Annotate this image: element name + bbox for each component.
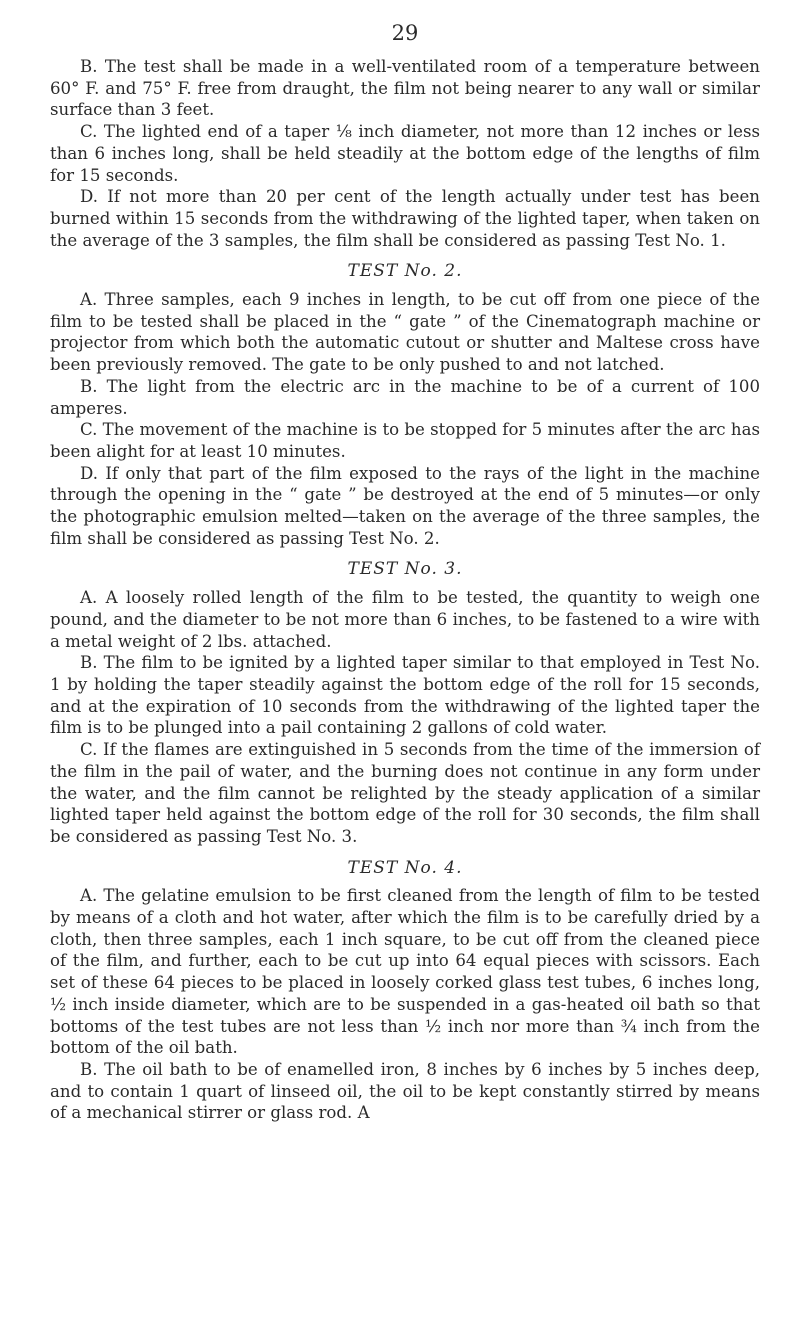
paragraph-test2-b: B. The light from the electric arc in the machine to be of a current of 100 amperes. <box>50 376 760 418</box>
paragraph-test4-b: B. The oil bath to be of enamelled iron, 8 inches by 6 inches by 5 inches deep, and to contain 1 quart of linseed oil, the oil to be kept constantly stirred by means of a mechanical stirrer or glass rod. A <box>50 1059 760 1123</box>
heading-test-3: TEST No. 3. <box>347 559 463 580</box>
paragraph-test3-b: B. The film to be ignited by a lighted taper similar to that employed in Test No. 1 by holding the taper steadily against the bottom edge of the roll for 15 seconds, and at the expiration of 10 seconds from the withdrawing of the lighted taper the film is to be plunged into a pail containing 2 gallons of cold water. <box>50 653 760 738</box>
paragraph-test1-c: C. The lighted end of a taper ⅛ inch diameter, not more than 12 inches or less than 6 inches long, shall be held steadily at the bottom edge of the lengths of film for 15 seconds. <box>50 122 760 185</box>
paragraph-test1-d: D. If not more than 20 per cent of the length actually under test has been burned within 15 seconds from the withdrawing of the lighted taper, when taken on the average of the 3 samples, the film shall be considered as passing Test No. 1. <box>50 187 760 250</box>
paragraph-test2-c: C. The movement of the machine is to be stopped for 5 minutes after the arc has been alight for at least 10 minutes. <box>50 420 760 461</box>
paragraph-test1-b: B. The test shall be made in a well-ventilated room of a temperature between 60° F. and 75° F. free from draught, the film not being nearer to any wall or similar surface than 3 feet. <box>50 57 760 120</box>
paragraph-test2-d: D. If only that part of the film exposed to the rays of the light in the machine through the opening in the “ gate ” be destroyed at the end of 5 minutes—or only the photographic emulsion melted—taken on the average of the three samples, the film shall be considered as passing Test No. 2. <box>50 463 760 548</box>
page-number: 29 <box>391 21 419 45</box>
paragraph-test3-c: C. If the flames are extinguished in 5 seconds from the time of the immersion of the film in the pail of water, and the burning does not continue in any form under the water, and the film cannot be relighted by the steady application of a similar lighted taper held against the bottom edge of the roll for 30 seconds, the film shall be considered as passing Test No. 3. <box>50 740 760 846</box>
paragraph-test4-a: A. The gelatine emulsion to be first cleaned from the length of film to be tested by means of a cloth and hot water, after which the film is to be carefully dried by a cloth, then three samples, each 1 inch square, to be cut off from the cleaned piece of the film, and further, each to be cut up into 64 equal pieces with scissors. Each set of these 64 pieces to be placed in loosely corked glass test tubes, 6 inches long, ½ inch inside diameter, which are to be suspended in a gas-heated oil bath so that bottoms of the test tubes are not less than ½ inch nor more than ¾ inch from the bottom of the oil bath. <box>50 886 760 1058</box>
paragraph-test3-a: A. A loosely rolled length of the film to be tested, the quantity to weigh one pound, and the diameter to be not more than 6 inches, to be fastened to a wire with a metal weight of 2 lbs. attached. <box>50 588 760 651</box>
paragraph-test2-a: A. Three samples, each 9 inches in length, to be cut off from one piece of the film to be tested shall be placed in the “ gate ” of the Cinematograph machine or projector from which both the automatic cutout or shutter and Maltese cross have been previously removed. The gate to be only pushed to and not latched. <box>50 290 760 375</box>
heading-test-4: TEST No. 4. <box>347 857 463 878</box>
body-text <box>50 56 760 1124</box>
heading-test-2: TEST No. 2. <box>347 261 463 282</box>
